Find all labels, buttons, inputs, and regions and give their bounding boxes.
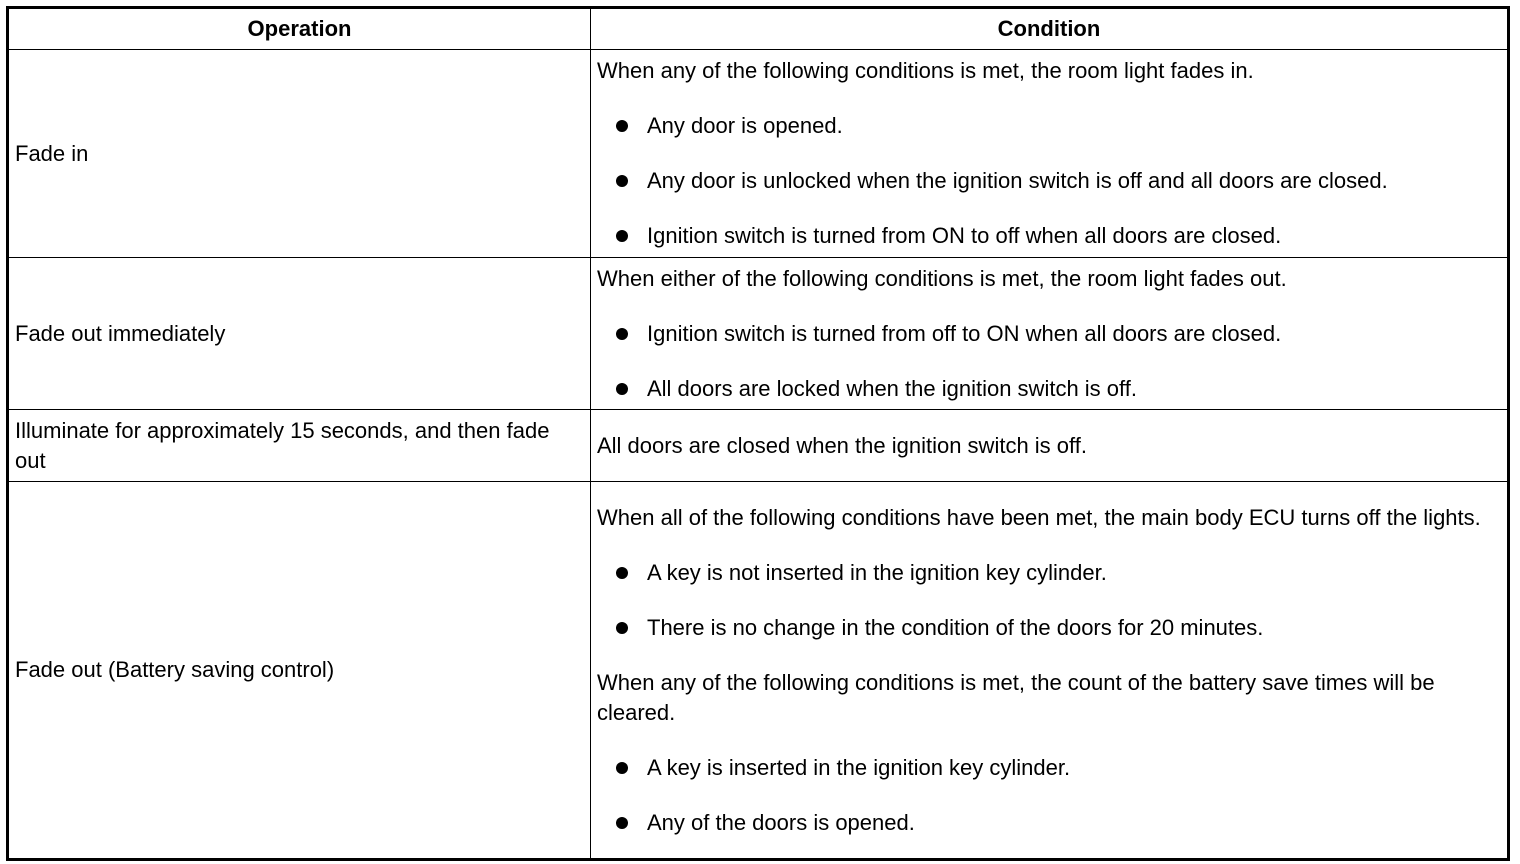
condition-cell [591, 410, 1509, 482]
bullet-text: A key is inserted in the ignition key cylinder. [647, 754, 1071, 780]
bullet-icon [616, 383, 628, 395]
bullet-icon [616, 622, 628, 634]
table-row [8, 482, 1509, 860]
condition-bullet-list [597, 319, 1501, 404]
table-row [8, 410, 1509, 482]
header-operation: Operation [8, 8, 591, 50]
table-row [8, 50, 1509, 258]
bullet-text: Any of the doors is opened. [647, 809, 915, 835]
bullet-icon [616, 230, 628, 242]
header-condition: Condition [591, 8, 1509, 50]
list-item [597, 374, 1501, 404]
condition-intro: All doors are closed when the ignition switch is off. [597, 432, 1087, 458]
list-item [597, 808, 1501, 838]
bullet-text: A key is not inserted in the ignition key cylinder. [647, 559, 1107, 585]
list-item [597, 613, 1501, 643]
bullet-icon [616, 328, 628, 340]
condition-intro: When any of the following conditions is met, the room light fades in. [597, 58, 1254, 83]
list-item [597, 111, 1501, 141]
condition-intro: When either of the following conditions is met, the room light fades out. [597, 265, 1287, 291]
list-item [597, 753, 1501, 783]
operation-cell: Fade in [8, 50, 591, 258]
table-header-row [8, 8, 1509, 50]
bullet-icon [616, 817, 628, 829]
bullet-text: Ignition switch is turned from off to ON when all doors are closed. [647, 320, 1282, 346]
operation-condition-table [6, 6, 1510, 861]
operation-cell: Illuminate for approximately 15 seconds, and then fade out [8, 410, 591, 482]
condition-cell [591, 50, 1509, 258]
bullet-icon [616, 120, 628, 132]
table-row [8, 258, 1509, 410]
operation-cell: Fade out (Battery saving control) [8, 482, 591, 860]
bullet-text: Ignition switch is turned from ON to off when all doors are closed. [647, 223, 1282, 248]
bullet-text: Any door is opened. [647, 113, 843, 138]
condition-bullet-list [597, 111, 1501, 251]
bullet-icon [616, 175, 628, 187]
bullet-icon [616, 762, 628, 774]
bullet-text: There is no change in the condition of the doors for 20 minutes. [647, 614, 1264, 640]
condition-intro: When all of the following conditions have been met, the main body ECU turns off the lights. [597, 504, 1481, 530]
condition-cell [591, 482, 1509, 860]
condition-bullet-list [597, 753, 1501, 838]
bullet-text: All doors are locked when the ignition switch is off. [647, 375, 1137, 401]
condition-intro-secondary: When any of the following conditions is met, the count of the battery save times will be cleared. [597, 669, 1435, 725]
list-item [597, 166, 1501, 196]
list-item [597, 558, 1501, 588]
list-item [597, 221, 1501, 251]
bullet-icon [616, 567, 628, 579]
condition-bullet-list [597, 558, 1501, 643]
list-item [597, 319, 1501, 349]
condition-cell [591, 258, 1509, 410]
operation-cell: Fade out immediately [8, 258, 591, 410]
bullet-text: Any door is unlocked when the ignition switch is off and all doors are closed. [647, 168, 1388, 193]
